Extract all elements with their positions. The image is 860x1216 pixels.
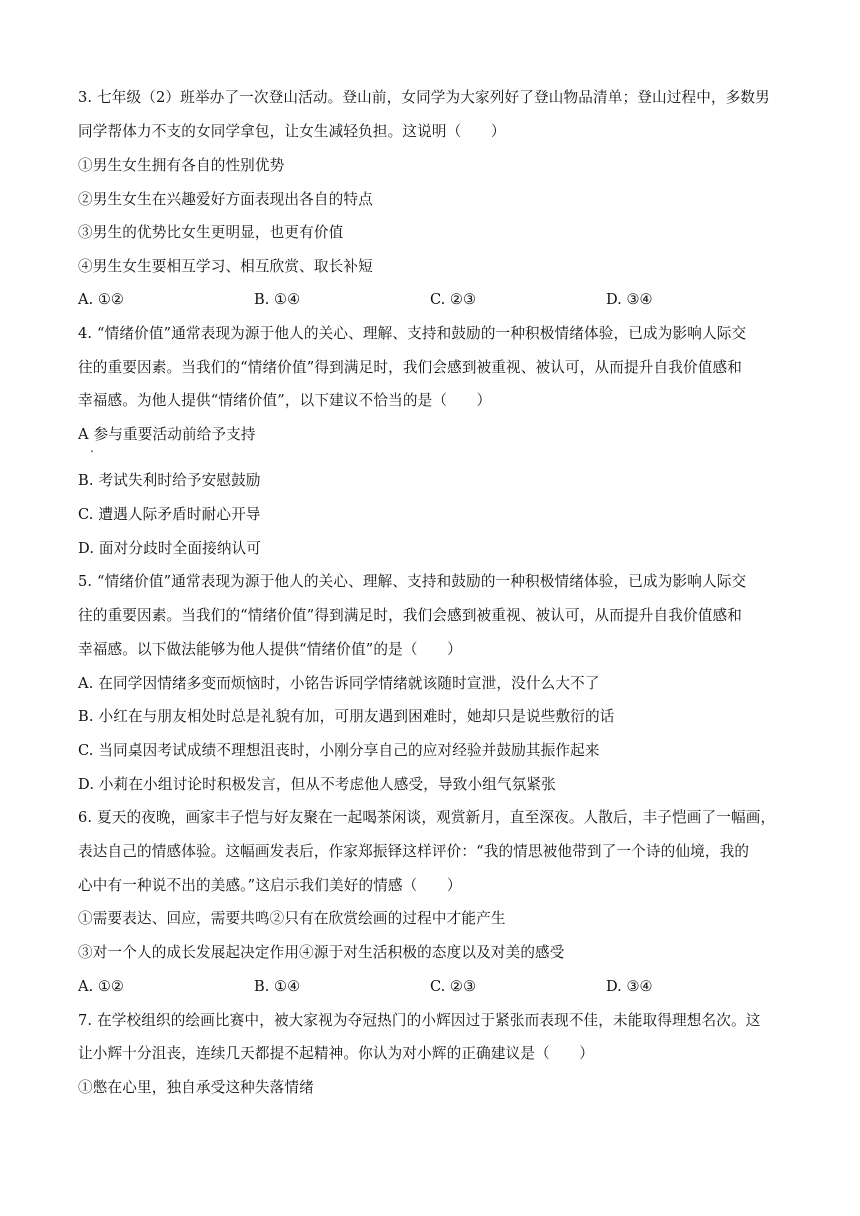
q6-option-a: A. ①② <box>78 978 124 995</box>
q3-item-1: ①男生女生拥有各自的性别优势 <box>78 157 285 174</box>
q5-option-c: C. 当同桌因考试成绩不理想沮丧时，小刚分享自己的应对经验并鼓励其振作起来 <box>78 742 600 759</box>
q5-stem-line-3: 幸福感。以下做法能够为他人提供“情绪价值”的是（ ） <box>78 641 462 658</box>
q4-option-b: B. 考试失利时给予安慰鼓励 <box>78 472 261 489</box>
q5-option-a: A. 在同学因情绪多变而烦恼时，小铭告诉同学情绪就该随时宣泄，没什么大不了 <box>78 675 600 692</box>
q6-items-line-1: ①需要表达、回应，需要共鸣②只有在欣赏绘画的过程中才能产生 <box>78 910 506 927</box>
q5-stem-line-2: 往的重要因素。当我们的“情绪价值”得到满足时，我们会感到被重视、被认可，从而提升自我价值感和 <box>78 607 742 624</box>
q3-option-b: B. ①④ <box>254 291 301 308</box>
q4-stem-line-1: 4. “情绪价值”通常表现为源于他人的关心、理解、支持和鼓励的一种积极情绪体验，已成为影响人际交 <box>78 325 747 342</box>
q3-option-c: C. ②③ <box>430 291 477 308</box>
q5-option-d: D. 小莉在小组讨论时积极发言，但从不考虑他人感受，导致小组气氛紧张 <box>78 776 556 793</box>
q6-items-line-2: ③对一个人的成长发展起决定作用④源于对生活积极的态度以及对美的感受 <box>78 944 565 961</box>
q4-stem-line-3: 幸福感。为他人提供“情绪价值”，以下建议不恰当的是（ ） <box>78 392 492 409</box>
q3-option-d: D. ③④ <box>606 291 653 308</box>
q4-stem-line-2: 往的重要因素。当我们的“情绪价值”得到满足时，我们会感到被重视、被认可，从而提升自我价值感和 <box>78 359 742 376</box>
q4-option-a: A 参与重要活动前给予支持 <box>78 426 256 443</box>
q7-stem-line-2: 让小辉十分沮丧，连续几天都提不起精神。你认为对小辉的正确建议是（ ） <box>78 1045 595 1062</box>
q6-option-c: C. ②③ <box>430 978 477 995</box>
q6-stem-line-2: 表达自己的情感体验。这幅画发表后，作家郑振铎这样评价：“我的情思被他带到了一个诗的仙境，我的 <box>78 843 750 860</box>
q3-item-3: ③男生的优势比女生更明显，也更有价值 <box>78 224 344 241</box>
q3-item-2: ②男生女生在兴趣爱好方面表现出各自的特点 <box>78 191 373 208</box>
q5-option-b: B. 小红在与朋友相处时总是礼貌有加，可朋友遇到困难时，她却只是说些敷衍的话 <box>78 708 615 725</box>
q3-stem-line-2: 同学帮体力不支的女同学拿包，让女生减轻负担。这说明（ ） <box>78 123 506 140</box>
q3-item-4: ④男生女生要相互学习、相互欣赏、取长补短 <box>78 258 373 275</box>
q4-stray-dot: . <box>90 441 94 455</box>
q3-option-a: A. ①② <box>78 291 124 308</box>
q6-stem-line-3: 心中有一种说不出的美感。”这启示我们美好的情感（ ） <box>78 877 462 894</box>
q7-item-1: ①憋在心里，独自承受这种失落情绪 <box>78 1079 314 1096</box>
q5-stem-line-1: 5. “情绪价值”通常表现为源于他人的关心、理解、支持和鼓励的一种积极情绪体验，已成为影响人际交 <box>78 573 747 590</box>
q7-stem-line-1: 7. 在学校组织的绘画比赛中，被大家视为夺冠热门的小辉因过于紧张而表现不佳，未能取得理想名次。这 <box>78 1012 761 1029</box>
q6-stem-line-1: 6. 夏天的夜晚，画家丰子恺与好友聚在一起喝茶闲谈，观赏新月，直至深夜。人散后，丰子恺画了一幅画， <box>78 809 776 826</box>
q3-stem-line-1: 3. 七年级（2）班举办了一次登山活动。登山前，女同学为大家列好了登山物品清单；登山过程中，多数男 <box>78 89 770 106</box>
q4-option-c: C. 遭遇人际矛盾时耐心开导 <box>78 506 261 523</box>
q4-option-d: D. 面对分歧时全面接纳认可 <box>78 540 262 557</box>
q6-option-d: D. ③④ <box>606 978 653 995</box>
q6-option-b: B. ①④ <box>254 978 301 995</box>
